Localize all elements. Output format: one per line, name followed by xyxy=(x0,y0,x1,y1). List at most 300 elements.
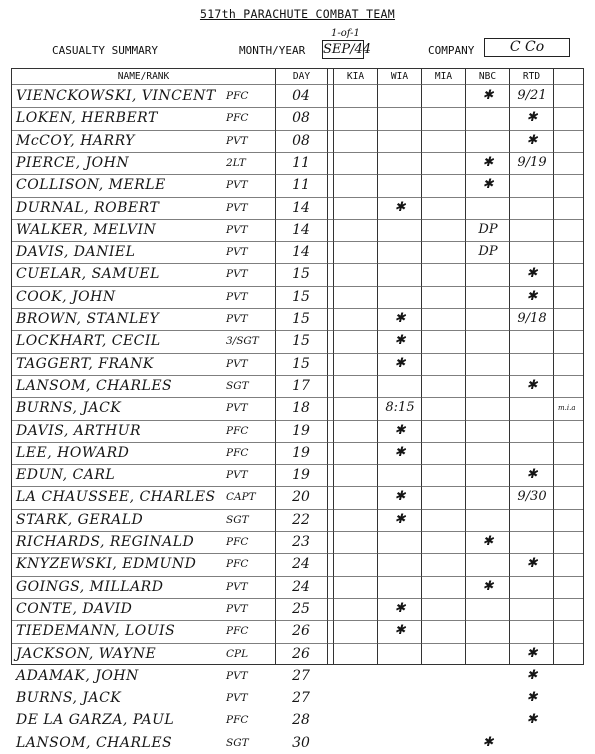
nbc-mark: DP xyxy=(478,221,498,237)
kia-mark xyxy=(334,509,378,531)
wia-mark xyxy=(378,107,422,129)
mia-mark xyxy=(422,263,466,285)
rtd-mark xyxy=(510,509,554,531)
wia-mark xyxy=(378,85,422,107)
rtd-mark xyxy=(510,531,554,553)
casualty-name: BROWN, STANLEY xyxy=(16,311,160,327)
mia-mark xyxy=(422,687,466,709)
casualty-day: 11 xyxy=(292,177,310,194)
casualty-day: 14 xyxy=(292,199,310,216)
nbc-mark xyxy=(466,263,510,285)
wia-mark xyxy=(378,152,422,174)
nbc-mark xyxy=(466,598,510,620)
table-row xyxy=(0,107,595,129)
header-wia: WIA xyxy=(390,71,409,82)
table-row xyxy=(0,130,595,152)
nbc-mark xyxy=(466,397,510,419)
mia-mark xyxy=(422,598,466,620)
casualty-day: 15 xyxy=(292,288,310,305)
rtd-mark: ✱ xyxy=(526,377,538,393)
margin-note xyxy=(558,576,590,598)
casualty-rank: PVT xyxy=(226,134,248,147)
mia-mark xyxy=(422,174,466,196)
casualty-rank: PVT xyxy=(226,268,248,281)
wia-mark xyxy=(378,219,422,241)
nbc-mark xyxy=(466,553,510,575)
company-field: C Co xyxy=(484,38,570,57)
casualty-name: ADAMAK, JOHN xyxy=(16,667,139,684)
table-row xyxy=(0,308,595,330)
casualty-name: LEE, HOWARD xyxy=(16,444,130,461)
table-row xyxy=(0,509,595,531)
mia-mark xyxy=(422,553,466,575)
casualty-rank: CAPT xyxy=(226,491,256,504)
mia-mark xyxy=(422,353,466,375)
casualty-day: 28 xyxy=(292,712,310,729)
rtd-mark: ✱ xyxy=(526,712,538,728)
casualty-day: 19 xyxy=(292,422,310,439)
mia-mark xyxy=(422,85,466,107)
casualty-rank: PVT xyxy=(226,580,248,593)
mia-mark xyxy=(422,665,466,687)
casualty-name: LANSOM, CHARLES xyxy=(16,734,173,751)
table-row xyxy=(0,598,595,620)
casualty-rank: 2LT xyxy=(226,156,246,169)
kia-mark xyxy=(334,420,378,442)
margin-note xyxy=(558,308,590,330)
rtd-mark: ✱ xyxy=(526,288,538,304)
wia-mark xyxy=(378,553,422,575)
table-row xyxy=(0,687,595,709)
casualty-day: 15 xyxy=(292,266,310,283)
casualty-name: BURNS, JACK xyxy=(16,690,122,707)
casualty-rank: CPL xyxy=(226,647,249,660)
kia-mark xyxy=(334,353,378,375)
table-row xyxy=(0,643,595,665)
casualty-day: 17 xyxy=(292,377,310,394)
casualty-day: 26 xyxy=(292,623,310,640)
margin-note xyxy=(558,174,590,196)
kia-mark xyxy=(334,219,378,241)
casualty-rank: PVT xyxy=(226,246,248,259)
casualty-rank: PFC xyxy=(226,424,249,437)
nbc-mark xyxy=(466,308,510,330)
kia-mark xyxy=(334,643,378,665)
kia-mark xyxy=(334,442,378,464)
casualty-rank: PVT xyxy=(226,313,248,325)
kia-mark xyxy=(334,308,378,330)
casualty-day: 24 xyxy=(292,578,310,595)
table-row xyxy=(0,732,595,754)
casualty-day: 22 xyxy=(292,511,310,528)
wia-mark xyxy=(378,732,422,754)
nbc-mark xyxy=(466,107,510,129)
mia-mark xyxy=(422,643,466,665)
casualty-day: 15 xyxy=(292,333,310,350)
casualty-rank: PFC xyxy=(226,536,249,548)
mia-mark xyxy=(422,330,466,352)
casualty-day: 24 xyxy=(292,556,310,573)
casualty-name: TIEDEMANN, LOUIS xyxy=(16,623,176,640)
margin-note xyxy=(558,420,590,442)
table-row xyxy=(0,420,595,442)
kia-mark xyxy=(334,464,378,486)
casualty-name: DAVIS, ARTHUR xyxy=(16,422,142,439)
nbc-mark: ✱ xyxy=(482,734,494,750)
margin-note xyxy=(558,353,590,375)
wia-mark xyxy=(378,687,422,709)
table-row xyxy=(0,241,595,263)
casualty-name: McCOY, HARRY xyxy=(16,132,135,149)
mia-mark xyxy=(422,420,466,442)
nbc-mark xyxy=(466,687,510,709)
margin-note xyxy=(558,643,590,665)
kia-mark xyxy=(334,732,378,754)
table-row xyxy=(0,330,595,352)
nbc-mark: ✱ xyxy=(482,534,494,549)
casualty-name: COLLISON, MERLE xyxy=(16,177,166,194)
casualty-rank: PFC xyxy=(226,446,249,459)
kia-mark xyxy=(334,665,378,687)
margin-note xyxy=(558,375,590,397)
margin-note xyxy=(558,286,590,308)
nbc-mark xyxy=(466,709,510,731)
mia-mark xyxy=(422,130,466,152)
rtd-mark xyxy=(510,598,554,620)
casualty-rank: SGT xyxy=(226,736,249,749)
nbc-mark xyxy=(466,353,510,375)
margin-note xyxy=(558,687,590,709)
nbc-mark xyxy=(466,375,510,397)
wia-mark xyxy=(378,576,422,598)
month-year-field: SEP/44 xyxy=(323,42,372,57)
casualty-rank: PVT xyxy=(226,223,248,236)
rtd-mark xyxy=(510,620,554,642)
casualty-day: 11 xyxy=(292,154,310,171)
wia-mark xyxy=(378,241,422,263)
casualty-name: LA CHAUSSEE, CHARLES xyxy=(16,489,216,506)
casualty-rank: PVT xyxy=(226,692,248,705)
margin-note xyxy=(558,553,590,575)
wia-mark xyxy=(378,464,422,486)
margin-note xyxy=(558,85,590,107)
margin-note xyxy=(558,598,590,620)
wia-mark xyxy=(378,375,422,397)
rtd-mark: ✱ xyxy=(526,110,538,126)
header-name-rank: NAME/RANK xyxy=(117,71,170,82)
wia-mark: ✱ xyxy=(394,422,406,438)
casualty-day: 19 xyxy=(292,444,310,461)
kia-mark xyxy=(334,263,378,285)
casualty-day: 15 xyxy=(292,311,310,327)
table-row xyxy=(0,174,595,196)
casualty-day: 19 xyxy=(292,467,310,484)
margin-note xyxy=(558,330,590,352)
rtd-mark xyxy=(510,397,554,419)
rtd-mark: 9/18 xyxy=(517,311,547,326)
casualty-rank: PVT xyxy=(226,669,248,682)
kia-mark xyxy=(334,598,378,620)
casualty-name: TAGGERT, FRANK xyxy=(16,355,154,372)
table-row xyxy=(0,553,595,575)
nbc-mark: ✱ xyxy=(482,578,494,594)
header-mia: MIA xyxy=(434,71,453,82)
table-row xyxy=(0,219,595,241)
page-note: 1-of-1 xyxy=(331,28,360,39)
casualty-day: 20 xyxy=(292,489,310,506)
wia-mark: 8:15 xyxy=(385,400,415,416)
rtd-mark xyxy=(510,442,554,464)
rtd-mark: ✱ xyxy=(526,667,538,683)
company-label: COMPANY xyxy=(428,44,475,57)
casualty-day: 26 xyxy=(292,645,310,662)
margin-note xyxy=(558,509,590,531)
nbc-mark xyxy=(466,464,510,486)
rtd-mark xyxy=(510,241,554,263)
margin-note xyxy=(558,732,590,754)
casualty-day: 18 xyxy=(292,400,310,417)
rtd-mark xyxy=(510,219,554,241)
casualty-rank: SGT xyxy=(226,513,249,526)
rtd-mark xyxy=(510,576,554,598)
table-row xyxy=(0,197,595,219)
casualty-rank: PFC xyxy=(226,714,249,727)
casualty-name: JACKSON, WAYNE xyxy=(16,645,157,662)
nbc-mark xyxy=(466,286,510,308)
casualty-day: 14 xyxy=(292,244,310,261)
casualty-rank: PFC xyxy=(226,625,249,638)
casualty-rank: PVT xyxy=(226,402,248,415)
table-row xyxy=(0,620,595,642)
casualty-name: DAVIS, DANIEL xyxy=(16,244,136,261)
casualty-name: LOKEN, HERBERT xyxy=(16,110,158,127)
casualty-rank: PVT xyxy=(226,201,248,214)
casualty-name: GOINGS, MILLARD xyxy=(16,578,164,595)
casualty-name: LANSOM, CHARLES xyxy=(16,377,173,394)
mia-mark xyxy=(422,531,466,553)
mia-mark xyxy=(422,509,466,531)
casualty-day: 08 xyxy=(292,132,310,149)
kia-mark xyxy=(334,286,378,308)
rtd-mark: ✱ xyxy=(526,266,538,282)
kia-mark xyxy=(334,553,378,575)
casualty-name: BURNS, JACK xyxy=(16,400,122,417)
rtd-mark: ✱ xyxy=(526,132,538,148)
rtd-mark xyxy=(510,732,554,754)
kia-mark xyxy=(334,197,378,219)
casualty-rank: PVT xyxy=(226,179,248,192)
mia-mark xyxy=(422,241,466,263)
table-row xyxy=(0,464,595,486)
kia-mark xyxy=(334,576,378,598)
wia-mark: ✱ xyxy=(394,489,406,505)
margin-note xyxy=(558,219,590,241)
mia-mark xyxy=(422,107,466,129)
casualty-name: KNYZEWSKI, EDMUND xyxy=(16,556,197,573)
kia-mark xyxy=(334,330,378,352)
table-row xyxy=(0,442,595,464)
nbc-mark xyxy=(466,486,510,508)
rtd-mark: ✱ xyxy=(526,645,538,661)
margin-note xyxy=(558,442,590,464)
table-row xyxy=(0,665,595,687)
casualty-day: 15 xyxy=(292,355,310,372)
wia-mark: ✱ xyxy=(394,199,406,215)
wia-mark xyxy=(378,130,422,152)
table-row xyxy=(0,152,595,174)
casualty-name: LOCKHART, CECIL xyxy=(16,333,161,350)
nbc-mark: ✱ xyxy=(482,154,494,170)
casualty-name: VIENCKOWSKI, VINCENT xyxy=(16,88,216,104)
margin-note xyxy=(558,241,590,263)
mia-mark xyxy=(422,709,466,731)
nbc-mark: ✱ xyxy=(482,88,494,103)
margin-note xyxy=(558,130,590,152)
wia-mark xyxy=(378,709,422,731)
wia-mark xyxy=(378,263,422,285)
kia-mark xyxy=(334,85,378,107)
wia-mark: ✱ xyxy=(394,600,406,616)
margin-note xyxy=(558,152,590,174)
table-row xyxy=(0,353,595,375)
nbc-mark xyxy=(466,130,510,152)
wia-mark: ✱ xyxy=(394,355,406,371)
header-day: DAY xyxy=(292,71,311,82)
mia-mark xyxy=(422,620,466,642)
rtd-mark: ✱ xyxy=(526,690,538,706)
margin-note xyxy=(558,531,590,553)
rtd-mark: ✱ xyxy=(526,556,538,572)
casualty-rank: PFC xyxy=(226,90,249,102)
wia-mark xyxy=(378,665,422,687)
table-row xyxy=(0,531,595,553)
mia-mark xyxy=(422,286,466,308)
casualty-name: DURNAL, ROBERT xyxy=(16,199,160,216)
casualty-rank: PFC xyxy=(226,112,249,125)
wia-mark: ✱ xyxy=(394,511,406,527)
casualty-name: WALKER, MELVIN xyxy=(16,221,157,238)
kia-mark xyxy=(334,709,378,731)
wia-mark xyxy=(378,174,422,196)
casualty-day: 25 xyxy=(292,600,310,617)
wia-mark xyxy=(378,643,422,665)
casualty-rank: PVT xyxy=(226,290,248,303)
margin-note xyxy=(558,709,590,731)
mia-mark xyxy=(422,486,466,508)
nbc-mark xyxy=(466,442,510,464)
header-nbc: NBC xyxy=(478,71,497,82)
kia-mark xyxy=(334,241,378,263)
nbc-mark: ✱ xyxy=(482,177,494,193)
margin-note xyxy=(558,620,590,642)
table-row xyxy=(0,375,595,397)
table-row xyxy=(0,397,595,419)
nbc-mark xyxy=(466,643,510,665)
kia-mark xyxy=(334,130,378,152)
casualty-name: STARK, GERALD xyxy=(16,511,144,528)
kia-mark xyxy=(334,486,378,508)
casualty-day: 27 xyxy=(292,667,310,684)
header-kia: KIA xyxy=(346,71,365,82)
casualty-rank: SGT xyxy=(226,379,249,392)
mia-mark xyxy=(422,464,466,486)
casualty-name: CONTE, DAVID xyxy=(16,600,133,617)
mia-mark xyxy=(422,219,466,241)
wia-mark xyxy=(378,286,422,308)
casualty-day: 14 xyxy=(292,221,310,238)
rtd-mark xyxy=(510,330,554,352)
rtd-mark: 9/21 xyxy=(517,88,547,103)
kia-mark xyxy=(334,152,378,174)
table-row xyxy=(0,486,595,508)
casualty-day: 30 xyxy=(292,734,310,751)
kia-mark xyxy=(334,174,378,196)
header-rtd: RTD xyxy=(522,71,541,82)
month-year-label: MONTH/YEAR xyxy=(239,44,306,57)
margin-note xyxy=(558,197,590,219)
mia-mark xyxy=(422,152,466,174)
casualty-rank: PVT xyxy=(226,602,248,615)
summary-label: CASUALTY SUMMARY xyxy=(52,44,158,57)
wia-mark: ✱ xyxy=(394,444,406,460)
casualty-day: 04 xyxy=(292,88,310,104)
rtd-mark xyxy=(510,353,554,375)
casualty-name: RICHARDS, REGINALD xyxy=(16,534,195,550)
mia-mark xyxy=(422,397,466,419)
mia-mark xyxy=(422,442,466,464)
casualty-day: 23 xyxy=(292,534,310,550)
casualty-rank: PVT xyxy=(226,469,248,482)
rtd-mark: ✱ xyxy=(526,467,538,483)
rtd-mark xyxy=(510,197,554,219)
nbc-mark xyxy=(466,197,510,219)
kia-mark xyxy=(334,531,378,553)
casualty-rank: PVT xyxy=(226,357,248,370)
table-row xyxy=(0,263,595,285)
mia-mark xyxy=(422,732,466,754)
form-title: 517th PARACHUTE COMBAT TEAM xyxy=(199,7,396,21)
nbc-mark: DP xyxy=(478,244,498,260)
nbc-mark xyxy=(466,330,510,352)
mia-mark xyxy=(422,375,466,397)
nbc-mark xyxy=(466,620,510,642)
casualty-name: COOK, JOHN xyxy=(16,288,116,305)
kia-mark xyxy=(334,620,378,642)
casualty-rank: PFC xyxy=(226,558,249,571)
rtd-mark: 9/19 xyxy=(517,154,547,170)
table-row xyxy=(0,286,595,308)
rtd-mark xyxy=(510,174,554,196)
rtd-mark: 9/30 xyxy=(517,489,547,505)
kia-mark xyxy=(334,687,378,709)
casualty-day: 27 xyxy=(292,690,310,707)
nbc-mark xyxy=(466,509,510,531)
casualty-name: CUELAR, SAMUEL xyxy=(16,266,160,283)
table-row xyxy=(0,85,595,107)
margin-note xyxy=(558,665,590,687)
margin-note xyxy=(558,486,590,508)
wia-mark xyxy=(378,531,422,553)
nbc-mark xyxy=(466,420,510,442)
mia-mark xyxy=(422,576,466,598)
wia-mark: ✱ xyxy=(394,311,406,326)
kia-mark xyxy=(334,375,378,397)
kia-mark xyxy=(334,397,378,419)
casualty-day: 08 xyxy=(292,110,310,127)
table-row xyxy=(0,576,595,598)
casualty-rank: 3/SGT xyxy=(226,335,259,348)
mia-mark xyxy=(422,308,466,330)
